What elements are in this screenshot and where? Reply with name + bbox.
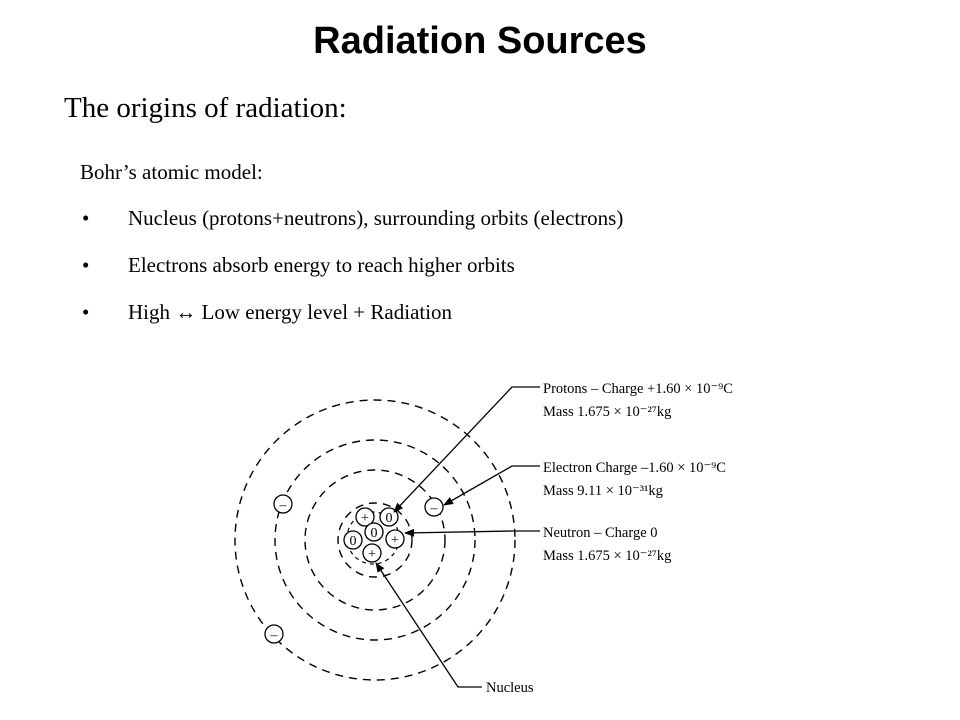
electron-symbol: –: [270, 628, 278, 643]
bullet-dot: •: [82, 300, 90, 324]
nucleus-label: Nucleus: [486, 680, 534, 696]
neutron-symbol: 0: [385, 511, 393, 526]
electron-label-mass: Mass 9.11 × 10⁻³¹kg: [543, 483, 663, 499]
protons-label-charge: Protons – Charge +1.60 × 10⁻⁹C: [543, 381, 733, 397]
proton-symbol: +: [391, 533, 399, 548]
proton-symbol: +: [368, 547, 376, 562]
proton-symbol: +: [361, 511, 369, 526]
neutron-symbol: 0: [370, 526, 378, 541]
neutron-label-mass: Mass 1.675 × 10⁻²⁷kg: [543, 548, 672, 564]
bullet-dot: •: [82, 253, 90, 277]
page-title: Radiation Sources: [313, 20, 647, 62]
subtitle: The origins of radiation:: [64, 92, 347, 124]
electron-symbol: –: [279, 498, 287, 513]
neutron-symbol: 0: [349, 534, 357, 549]
neutron-label-charge: Neutron – Charge 0: [543, 525, 658, 541]
protons-label-mass: Mass 1.675 × 10⁻²⁷kg: [543, 404, 672, 420]
neutron-leader-line: [405, 531, 540, 533]
bullet-text: High ↔ Low energy level + Radiation: [128, 300, 453, 324]
electron-leader-line: [444, 466, 540, 505]
electron-label-charge: Electron Charge –1.60 × 10⁻⁹C: [543, 460, 726, 476]
bullet-dot: •: [82, 206, 90, 230]
bullet-text: Nucleus (protons+neutrons), surrounding orbits (electrons): [128, 206, 624, 230]
bullet-text: Electrons absorb energy to reach higher orbits: [128, 253, 515, 277]
electron-symbol: –: [430, 501, 438, 516]
model-heading: Bohr’s atomic model:: [80, 160, 263, 184]
